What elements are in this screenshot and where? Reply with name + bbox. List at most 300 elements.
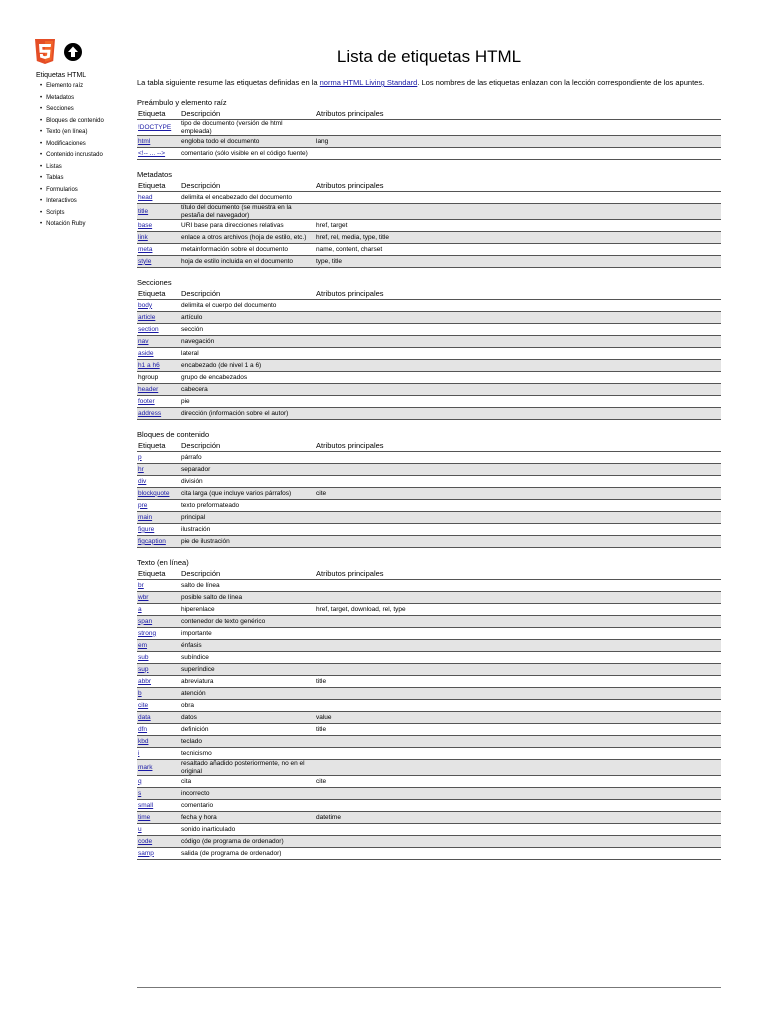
living-standard-link[interactable]: norma HTML Living Standard (319, 78, 418, 87)
tag-cell (137, 488, 180, 500)
table-row (137, 300, 721, 312)
tag-cell (137, 776, 180, 788)
table-row (137, 748, 721, 760)
table-row (137, 452, 721, 464)
attributes-cell (315, 408, 721, 420)
description-cell: salto de línea (180, 580, 315, 592)
description-cell: engloba todo el documento (180, 136, 315, 148)
tag-link[interactable]: pre (138, 501, 148, 509)
description-cell: cita larga (que incluye varios párrafos) (180, 488, 315, 500)
attributes-cell: datetime (315, 812, 721, 824)
sidebar-item[interactable]: • Tablas (40, 173, 134, 185)
tag-link[interactable]: small (138, 801, 154, 809)
attributes-cell: title (315, 724, 721, 736)
tag-cell (137, 812, 180, 824)
tag-cell (137, 652, 180, 664)
intro-text-before: La tabla siguiente resume las etiquetas definidas en la (137, 78, 320, 87)
description-cell: dirección (información sobre el autor) (180, 408, 315, 420)
tag-cell (137, 300, 180, 312)
table-row (137, 760, 721, 776)
attributes-cell (315, 848, 721, 860)
table-row (137, 776, 721, 788)
page-title: Lista de etiquetas HTML (336, 47, 522, 66)
tag-link[interactable]: aside (138, 349, 154, 357)
tag-cell (137, 536, 180, 548)
table-row (137, 488, 721, 500)
description-cell: teclado (180, 736, 315, 748)
tag-link[interactable]: head (138, 193, 153, 201)
sidebar-item[interactable]: • Elemento raíz (40, 81, 134, 93)
tag-cell (137, 220, 180, 232)
tag-link[interactable]: sub (138, 653, 149, 661)
description-cell: tecnicismo (180, 748, 315, 760)
attributes-cell (315, 824, 721, 836)
section-title: Bloques de contenido (137, 430, 210, 439)
table-row (137, 524, 721, 536)
table-row (137, 536, 721, 548)
table-row (137, 464, 721, 476)
description-cell: delimita el cuerpo del documento (180, 300, 315, 312)
tag-table (137, 180, 721, 268)
table-row (137, 592, 721, 604)
table-row (137, 192, 721, 204)
tag-cell (137, 724, 180, 736)
description-cell: separador (180, 464, 315, 476)
tag-link[interactable]: hr (138, 465, 144, 473)
table-row (137, 476, 721, 488)
description-cell: comentario (sólo visible en el código fuente) (180, 148, 315, 160)
sidebar-item[interactable]: • Scripts (40, 208, 134, 220)
tag-link[interactable]: sup (138, 665, 149, 673)
column-header: Descripción (180, 440, 315, 452)
tag-link[interactable]: nav (138, 337, 149, 345)
tag-section (137, 278, 721, 420)
tag-cell (137, 848, 180, 860)
column-header: Etiqueta (137, 288, 180, 300)
description-cell: artículo (180, 312, 315, 324)
column-header: Etiqueta (137, 568, 180, 580)
table-row (137, 580, 721, 592)
attributes-cell (315, 312, 721, 324)
tag-cell (137, 324, 180, 336)
description-cell: división (180, 476, 315, 488)
table-row (137, 408, 721, 420)
description-cell: posible salto de línea (180, 592, 315, 604)
tag-link[interactable]: code (138, 837, 153, 845)
tag-link[interactable]: i (138, 749, 140, 757)
sidebar-item[interactable]: • Texto (en línea) (40, 127, 134, 139)
table-row (137, 604, 721, 616)
column-header: Atributos principales (315, 288, 721, 300)
description-cell: contenedor de texto genérico (180, 616, 315, 628)
attributes-cell: href, target, download, rel, type (315, 604, 721, 616)
tag-link[interactable]: h1 a h6 (138, 361, 160, 369)
description-cell: texto preformateado (180, 500, 315, 512)
column-header: Etiqueta (137, 180, 180, 192)
table-header-row (137, 288, 721, 300)
attributes-cell (315, 836, 721, 848)
attributes-cell: type, title (315, 256, 721, 268)
description-cell: pie de ilustración (180, 536, 315, 548)
attributes-cell: value (315, 712, 721, 724)
attributes-cell (315, 736, 721, 748)
tag-cell (137, 348, 180, 360)
intro-paragraph (137, 78, 721, 88)
table-row (137, 232, 721, 244)
tag-cell (137, 500, 180, 512)
sidebar-item[interactable]: • Contenido incrustado (40, 150, 134, 162)
tag-cell (137, 512, 180, 524)
tag-link[interactable]: !DOCTYPE (138, 123, 172, 131)
description-cell: principal (180, 512, 315, 524)
tag-name: hgroup (138, 373, 159, 381)
attributes-cell (315, 800, 721, 812)
tag-link[interactable]: article (138, 313, 156, 321)
tag-link[interactable]: wbr (138, 593, 149, 601)
attributes-cell (315, 500, 721, 512)
tag-cell (137, 204, 180, 220)
tag-cell (137, 372, 180, 384)
tag-table (137, 108, 721, 160)
tag-cell (137, 688, 180, 700)
attributes-cell (315, 512, 721, 524)
description-cell: comentario (180, 800, 315, 812)
attributes-cell (315, 384, 721, 396)
tag-link[interactable]: mark (138, 763, 153, 771)
sidebar-item[interactable]: • Interactivos (40, 196, 134, 208)
sidebar (34, 38, 134, 231)
sidebar-item[interactable]: • Bloques de contenido (40, 116, 134, 128)
description-cell: código (de programa de ordenador) (180, 836, 315, 848)
tag-link[interactable]: blockquote (138, 489, 170, 497)
tag-link[interactable]: dfn (138, 725, 148, 733)
tag-link[interactable]: title (138, 207, 149, 215)
tag-cell (137, 312, 180, 324)
column-header: Etiqueta (137, 108, 180, 120)
tag-cell (137, 244, 180, 256)
tag-link[interactable]: abbr (138, 677, 152, 685)
attributes-cell (315, 120, 721, 136)
tag-cell (137, 800, 180, 812)
attributes-cell: name, content, charset (315, 244, 721, 256)
description-cell: párrafo (180, 452, 315, 464)
table-row (137, 652, 721, 664)
tag-link[interactable]: u (138, 825, 142, 833)
tag-tables (137, 98, 721, 860)
tag-table (137, 288, 721, 420)
description-cell: lateral (180, 348, 315, 360)
html5-logo-icon[interactable] (34, 39, 56, 65)
tag-link[interactable]: <!-- ... --> (138, 149, 166, 157)
table-row (137, 616, 721, 628)
table-header-row (137, 440, 721, 452)
tag-cell (137, 408, 180, 420)
table-row (137, 512, 721, 524)
attributes-cell (315, 640, 721, 652)
tag-link[interactable]: b (138, 689, 142, 697)
bottom-divider (137, 987, 721, 988)
table-row (137, 688, 721, 700)
tag-cell (137, 616, 180, 628)
tag-cell (137, 760, 180, 776)
attributes-cell: title (315, 676, 721, 688)
description-cell: encabezado (de nivel 1 a 6) (180, 360, 315, 372)
table-row (137, 812, 721, 824)
tag-cell (137, 788, 180, 800)
section-title: Preámbulo y elemento raíz (137, 98, 227, 107)
sidebar-item[interactable]: • Metadatos (40, 93, 134, 105)
tag-link[interactable]: em (138, 641, 148, 649)
sidebar-item[interactable]: • Listas (40, 162, 134, 174)
arrow-up-icon[interactable] (64, 43, 82, 61)
table-row (137, 700, 721, 712)
sidebar-item[interactable]: • Secciones (40, 104, 134, 116)
tag-link[interactable]: kbd (138, 737, 149, 745)
column-header: Atributos principales (315, 180, 721, 192)
tag-cell (137, 712, 180, 724)
tag-link[interactable]: main (138, 513, 153, 521)
table-row (137, 256, 721, 268)
description-cell: sección (180, 324, 315, 336)
table-row (137, 676, 721, 688)
attributes-cell (315, 664, 721, 676)
tag-cell (137, 192, 180, 204)
description-cell: navegación (180, 336, 315, 348)
attributes-cell (315, 148, 721, 160)
tag-cell (137, 604, 180, 616)
description-cell: datos (180, 712, 315, 724)
description-cell: URI base para direcciones relativas (180, 220, 315, 232)
table-row (137, 148, 721, 160)
tag-cell (137, 120, 180, 136)
tag-link[interactable]: samp (138, 849, 154, 857)
column-header: Atributos principales (315, 568, 721, 580)
tag-link[interactable]: link (138, 233, 148, 241)
tag-link[interactable]: cite (138, 701, 149, 709)
tag-link[interactable]: footer (138, 397, 155, 405)
table-row (137, 848, 721, 860)
tag-cell (137, 256, 180, 268)
tag-cell (137, 360, 180, 372)
attributes-cell (315, 452, 721, 464)
table-row (137, 136, 721, 148)
sidebar-title: Etiquetas HTML (36, 72, 87, 79)
description-cell: pie (180, 396, 315, 408)
tag-link[interactable]: html (138, 137, 151, 145)
tag-link[interactable]: data (138, 713, 151, 721)
section-title: Texto (en línea) (137, 558, 189, 567)
tag-section (137, 558, 721, 860)
section-title: Secciones (137, 278, 172, 287)
tag-link[interactable]: br (138, 581, 144, 589)
tag-cell (137, 580, 180, 592)
table-row (137, 640, 721, 652)
tag-cell (137, 700, 180, 712)
tag-cell (137, 384, 180, 396)
description-cell: hoja de estilo incluida en el documento (180, 256, 315, 268)
column-header: Descripción (180, 180, 315, 192)
tag-cell (137, 476, 180, 488)
table-row (137, 500, 721, 512)
table-row (137, 800, 721, 812)
tag-link[interactable]: p (138, 453, 142, 461)
attributes-cell (315, 300, 721, 312)
attributes-cell (315, 360, 721, 372)
tag-link[interactable]: s (138, 789, 142, 797)
description-cell: obra (180, 700, 315, 712)
description-cell: ilustración (180, 524, 315, 536)
attributes-cell (315, 324, 721, 336)
description-cell: subíndice (180, 652, 315, 664)
attributes-cell: href, rel, media, type, title (315, 232, 721, 244)
table-header-row (137, 568, 721, 580)
tag-cell (137, 836, 180, 848)
table-row (137, 664, 721, 676)
tag-cell (137, 148, 180, 160)
attributes-cell (315, 464, 721, 476)
attributes-cell (315, 652, 721, 664)
attributes-cell (315, 524, 721, 536)
tag-section (137, 98, 721, 160)
column-header: Descripción (180, 288, 315, 300)
tag-cell (137, 336, 180, 348)
description-cell: incorrecto (180, 788, 315, 800)
tag-cell (137, 524, 180, 536)
attributes-cell: cite (315, 776, 721, 788)
attributes-cell (315, 760, 721, 776)
attributes-cell (315, 204, 721, 220)
attributes-cell (315, 372, 721, 384)
tag-cell (137, 592, 180, 604)
description-cell: cita (180, 776, 315, 788)
description-cell: título del documento (se muestra en la pestaña del navegador) (180, 204, 315, 220)
attributes-cell (315, 688, 721, 700)
table-row (137, 724, 721, 736)
column-header: Descripción (180, 568, 315, 580)
attributes-cell (315, 348, 721, 360)
tag-link[interactable]: meta (138, 245, 153, 253)
sidebar-item[interactable]: • Notación Ruby (40, 219, 134, 231)
table-row (137, 312, 721, 324)
tag-cell (137, 136, 180, 148)
description-cell: delimita el encabezado del documento (180, 192, 315, 204)
tag-cell (137, 824, 180, 836)
column-header: Atributos principales (315, 108, 721, 120)
attributes-cell: cite (315, 488, 721, 500)
description-cell: grupo de encabezados (180, 372, 315, 384)
tag-cell (137, 452, 180, 464)
description-cell: énfasis (180, 640, 315, 652)
table-row (137, 384, 721, 396)
sidebar-list (40, 81, 134, 231)
tag-link[interactable]: address (138, 409, 162, 417)
tag-link[interactable]: span (138, 617, 153, 625)
tag-link[interactable]: strong (138, 629, 157, 637)
table-row (137, 324, 721, 336)
attributes-cell (315, 192, 721, 204)
description-cell: sonido inarticulado (180, 824, 315, 836)
tag-link[interactable]: div (138, 477, 147, 485)
attributes-cell (315, 396, 721, 408)
attributes-cell (315, 616, 721, 628)
description-cell: tipo de documento (versión de html empleada) (180, 120, 315, 136)
sidebar-item[interactable]: • Modificaciones (40, 139, 134, 151)
tag-link[interactable]: a (138, 605, 142, 613)
tag-section (137, 430, 721, 548)
tag-section (137, 170, 721, 268)
tag-cell (137, 232, 180, 244)
tag-cell (137, 676, 180, 688)
table-row (137, 628, 721, 640)
description-cell: resaltado añadido posteriormente, no en el original (180, 760, 315, 776)
sidebar-item[interactable]: • Formularios (40, 185, 134, 197)
description-cell: superíndice (180, 664, 315, 676)
column-header: Atributos principales (315, 440, 721, 452)
table-row (137, 396, 721, 408)
description-cell: hiperenlace (180, 604, 315, 616)
description-cell: enlace a otros archivos (hoja de estilo, etc.) (180, 232, 315, 244)
tag-link[interactable]: figcaption (138, 537, 166, 545)
description-cell: cabecera (180, 384, 315, 396)
tag-cell (137, 748, 180, 760)
attributes-cell: href, target (315, 220, 721, 232)
table-row (137, 372, 721, 384)
tag-cell (137, 396, 180, 408)
section-title: Metadatos (137, 170, 173, 179)
description-cell: metainformación sobre el documento (180, 244, 315, 256)
table-row (137, 788, 721, 800)
tag-table (137, 568, 721, 860)
attributes-cell (315, 700, 721, 712)
table-row (137, 736, 721, 748)
column-header: Etiqueta (137, 440, 180, 452)
tag-cell (137, 464, 180, 476)
tag-link[interactable]: section (138, 325, 159, 333)
attributes-cell (315, 336, 721, 348)
description-cell: fecha y hora (180, 812, 315, 824)
tag-cell (137, 664, 180, 676)
tag-link[interactable]: q (138, 777, 142, 785)
attributes-cell (315, 748, 721, 760)
table-header-row (137, 108, 721, 120)
tag-link[interactable]: time (138, 813, 151, 821)
tag-link[interactable]: header (138, 385, 159, 393)
table-row (137, 244, 721, 256)
table-row (137, 120, 721, 136)
tag-cell (137, 640, 180, 652)
tag-link[interactable]: body (138, 301, 153, 309)
table-header-row (137, 180, 721, 192)
tag-cell (137, 736, 180, 748)
tag-link[interactable]: style (138, 257, 152, 265)
description-cell: abreviatura (180, 676, 315, 688)
attributes-cell (315, 592, 721, 604)
tag-link[interactable]: figure (138, 525, 155, 533)
main-content (137, 44, 721, 860)
logo-bar (34, 38, 134, 66)
table-row (137, 204, 721, 220)
column-header: Descripción (180, 108, 315, 120)
table-row (137, 712, 721, 724)
tag-link[interactable]: base (138, 221, 153, 229)
attributes-cell (315, 476, 721, 488)
table-row (137, 836, 721, 848)
description-cell: salida (de programa de ordenador) (180, 848, 315, 860)
description-cell: importante (180, 628, 315, 640)
tag-table (137, 440, 721, 548)
table-row (137, 220, 721, 232)
table-row (137, 360, 721, 372)
